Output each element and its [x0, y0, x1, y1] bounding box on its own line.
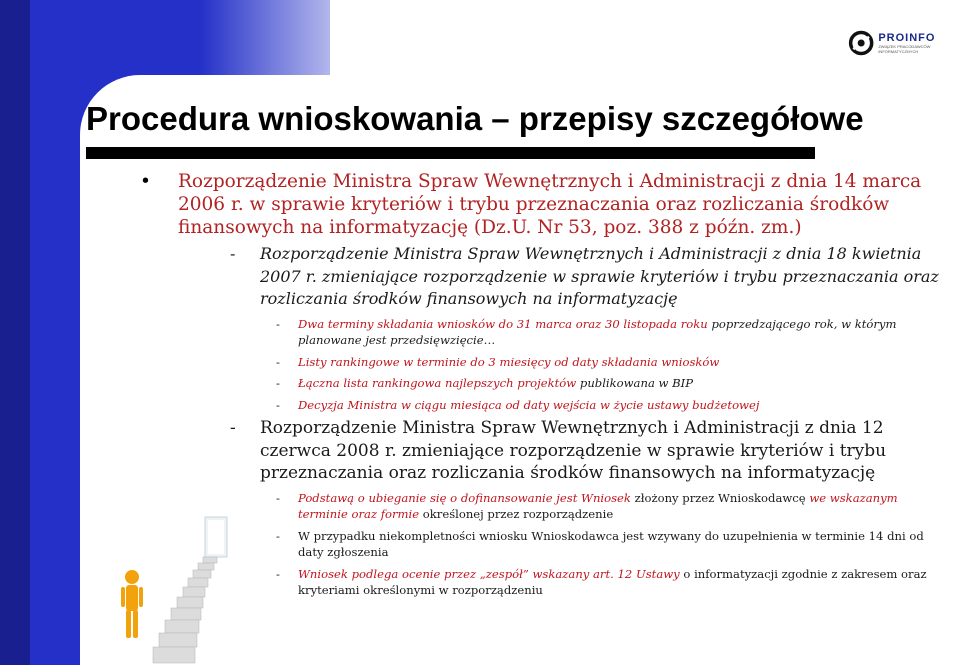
dash-marker: -	[276, 490, 280, 505]
logo-name: PROINFO	[878, 32, 936, 44]
list-item-highlight: Podstawą o ubieganie się o dofinansowanie jest Wniosek	[298, 490, 631, 505]
dash-marker: -	[276, 528, 280, 543]
title-underline	[86, 147, 815, 159]
list-item	[140, 528, 940, 561]
bullet-text: Rozporządzenie Ministra Spraw Wewnętrznych i Administracji z dnia 14 marca 2006 r. w sprawie kryteriów i trybu przeznaczania oraz rozliczania środków finansowych na informatyzację (Dz.U. Nr 53, poz. 388 z późn. zm.)	[178, 171, 922, 238]
list-item-text: złożony przez Wnioskodawcę	[630, 490, 810, 505]
list-item-text: określonej przez rozporządzenie	[419, 507, 614, 521]
list-item-highlight: Listy rankingowe w terminie do 3 miesięcy od daty składania wniosków	[298, 354, 720, 369]
list-item-highlight: we wskazanym terminie oraz formie	[298, 490, 898, 521]
sub-item-2008	[140, 417, 940, 485]
list-item-text: publikowana w BIP	[576, 376, 694, 390]
dash-marker: -	[276, 397, 280, 412]
list-item	[140, 490, 940, 523]
dash-marker: -	[276, 566, 280, 581]
stairs-illustration	[110, 515, 260, 665]
list-item-highlight: Decyzja Ministra w ciągu miesiąca od daty wejścia w życie ustawy budżetowej	[298, 397, 760, 412]
bullet-item	[140, 170, 940, 239]
proinfo-logo	[848, 28, 960, 58]
list-item	[140, 375, 940, 392]
list-item	[140, 397, 940, 414]
logo-subtitle: ZWIĄZEK PRACODAWCÓW INFORMATYCZNYCH	[878, 44, 931, 54]
list-item-text: poprzedzającego rok, w którym planowane jest przedsięwzięcie…	[298, 316, 897, 347]
sub-item-2007	[140, 243, 940, 311]
list-item-text: o informatyzacji zgodnie z zakresem oraz kryteriami określonymi w rozporządzeniu	[298, 566, 927, 597]
list-item-text: W przypadku niekompletności wniosku Wnioskodawca jest wzywany do uzupełnienia w terminie 14 dni od daty zgłoszenia	[298, 528, 924, 559]
background-strip	[0, 0, 30, 665]
proinfo-logo-icon	[848, 28, 874, 58]
page-title: Procedura wnioskowania – przepisy szczegółowe	[86, 100, 864, 137]
list-item	[140, 316, 940, 349]
list-item	[140, 354, 940, 371]
dash-marker: -	[230, 418, 236, 438]
sub-item-2008-text: Rozporządzenie Ministra Spraw Wewnętrznych i Administracji z dnia 12 czerwca 2008 r. zmieniające rozporządzenie w sprawie kryteriów i trybu przeznaczania oraz rozliczania środków finansowych na informatyzację	[260, 418, 887, 483]
dash-marker: -	[276, 316, 280, 331]
dash-marker: -	[276, 376, 280, 390]
content-list	[140, 170, 940, 599]
sub-item-2007-text: Rozporządzenie Ministra Spraw Wewnętrznych i Administracji z dnia 18 kwietnia 2007 r. zmieniające rozporządzenie w sprawie kryteriów i trybu przeznaczania oraz rozliczania środków finansowych na informatyzację	[260, 244, 939, 308]
list-item-highlight: Dwa terminy składania wniosków do 31 marca oraz 30 listopada roku	[298, 316, 708, 331]
dash-marker: -	[276, 354, 280, 369]
bullet-dot: •	[140, 171, 151, 192]
list-item-highlight: Łączna lista rankingowa najlepszych projektów	[298, 376, 577, 390]
dash-marker: -	[230, 244, 236, 263]
list-item	[140, 566, 940, 599]
list-item-highlight: Wniosek podlega ocenie przez „zespół” wskazany art. 12 Ustawy	[298, 566, 680, 581]
